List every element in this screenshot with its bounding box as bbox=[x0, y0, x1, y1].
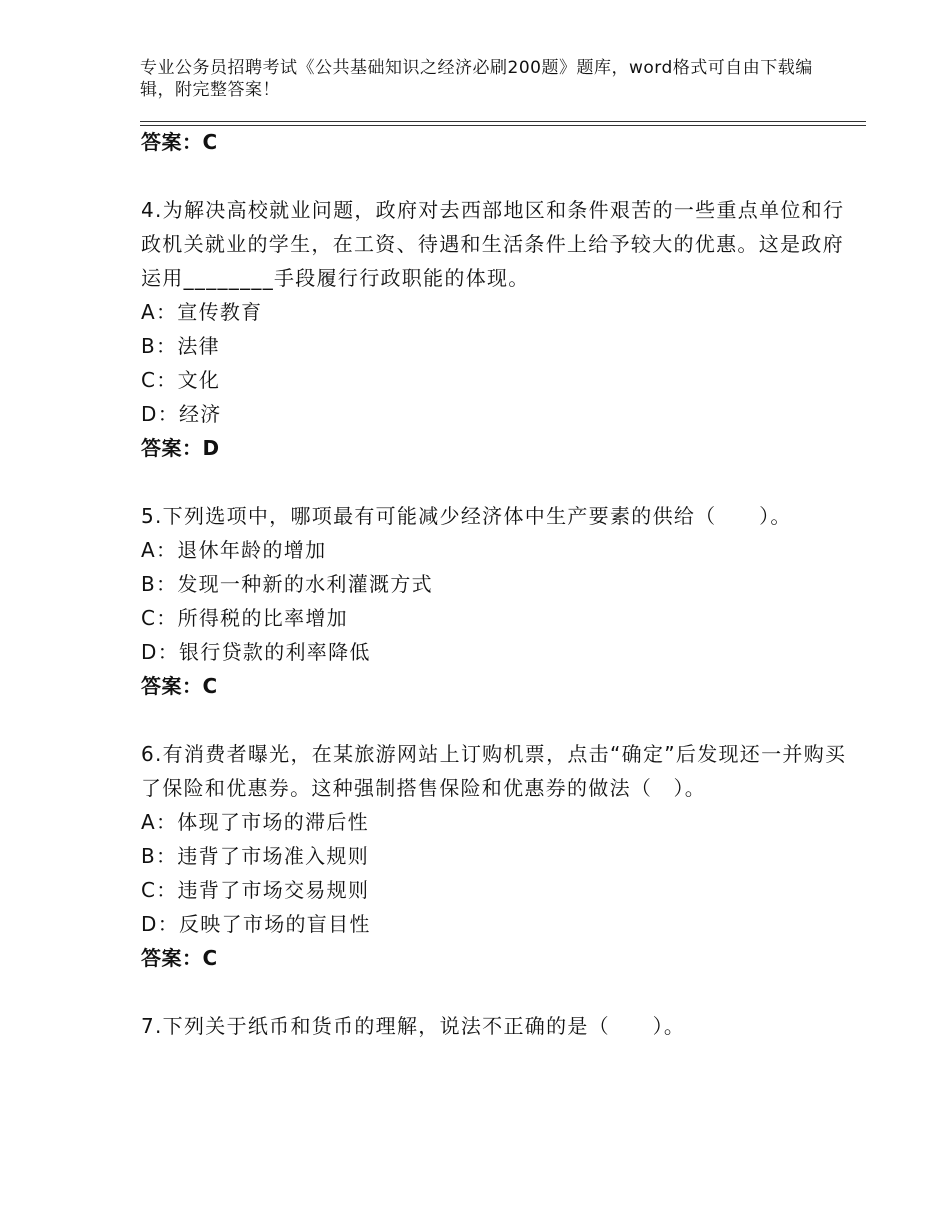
option-d: D：反映了市场的盲目性 bbox=[141, 912, 371, 936]
question-stem: 5.下列选项中，哪项最有可能减少经济体中生产要素的供给（ ）。 bbox=[141, 504, 792, 528]
question-list bbox=[141, 125, 861, 1043]
answer-line: 答案：C bbox=[141, 946, 218, 970]
answer-line: 答案：C bbox=[141, 674, 218, 698]
question-block bbox=[141, 737, 861, 975]
option-d: D：银行贷款的利率降低 bbox=[141, 640, 371, 664]
question-block bbox=[141, 499, 861, 703]
option-a: A：退休年龄的增加 bbox=[141, 538, 327, 562]
question-stem: 7.下列关于纸币和货币的理解，说法不正确的是（ ）。 bbox=[141, 1014, 686, 1038]
question-stem: 4.为解决高校就业问题，政府对去西部地区和条件艰苦的一些重点单位和行政机关就业的学生，在工资、待遇和生活条件上给予较大的优惠。这是政府运用________手段履行行政职能的体现。 bbox=[141, 198, 845, 290]
option-c: C：违背了市场交易规则 bbox=[141, 878, 370, 902]
option-d: D：经济 bbox=[141, 402, 222, 426]
answer-line: 答案：C bbox=[141, 130, 218, 154]
option-b: B：发现一种新的水利灌溉方式 bbox=[141, 572, 433, 596]
option-c: C：文化 bbox=[141, 368, 221, 392]
option-c: C：所得税的比率增加 bbox=[141, 606, 348, 630]
answer-line: 答案：D bbox=[141, 436, 220, 460]
header-divider-line bbox=[140, 121, 866, 122]
option-a: A：体现了市场的滞后性 bbox=[141, 810, 369, 834]
option-b: B：法律 bbox=[141, 334, 220, 358]
option-b: B：违背了市场准入规则 bbox=[141, 844, 370, 868]
question-block bbox=[141, 193, 861, 465]
document-header: 专业公务员招聘考试《公共基础知识之经济必刷200题》题库，word格式可自由下载编辑，附完整答案！ bbox=[140, 58, 813, 100]
option-a: A：宣传教育 bbox=[141, 300, 263, 324]
question-block bbox=[141, 1009, 861, 1043]
question-stem: 6.有消费者曝光，在某旅游网站上订购机票，点击“确定”后发现还一并购买了保险和优惠券。这种强制搭售保险和优惠券的做法（ ）。 bbox=[141, 742, 847, 800]
